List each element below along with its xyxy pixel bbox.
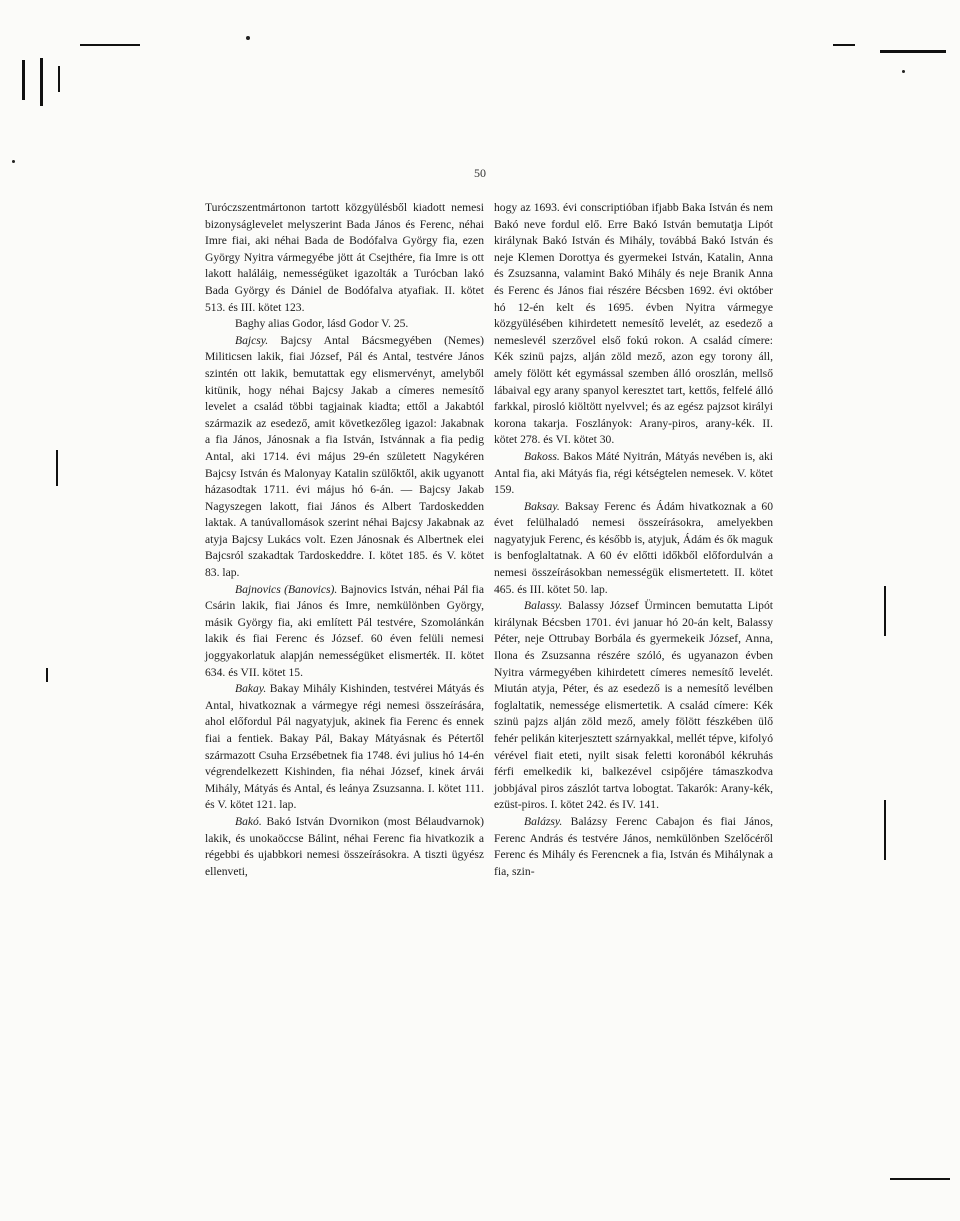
paragraph-text: Baghy alias Godor, lásd Godor V. 25. <box>235 317 409 331</box>
paragraph <box>494 814 773 880</box>
scan-smudge-top-right <box>880 50 946 53</box>
entry-term: Bakay. <box>235 682 267 696</box>
page-number: 50 <box>474 166 486 180</box>
paragraph <box>494 449 773 499</box>
paragraph <box>205 582 484 682</box>
entry-term: Bakoss. <box>524 449 560 463</box>
scan-speck <box>246 36 250 40</box>
paragraph-text: Bajnovics István, néhai Pál fia Csárin lakik, fiai János és Imre, nemkülönben György, másik György fia, aki említett Pál testvére, Szomolánkán lakik és fiai Ferenc és József. 60 éven felüli nemesi joggyakorlatuk alapján nemességüket elismerték. II. kötet 634. és VII. kötet 15. <box>205 582 485 679</box>
scan-smudge-right-margin <box>884 586 886 636</box>
scan-smudge-top-right <box>833 44 855 46</box>
scan-smudge-top-left <box>22 60 25 100</box>
scan-smudge-top-left <box>58 66 60 92</box>
scan-smudge-right-margin <box>884 800 886 860</box>
entry-term: Bakó. <box>235 814 262 828</box>
paragraph-text: hogy az 1693. évi conscriptióban ifjabb Baka István és nem Bakó neve fordul elő. Erre Bakó István bemutatja Lipót királynak Bakó István és Mihály, továbbá Bakó István és neje Klemen Dorottya és gyermekei István, Katalin, Anna és Zsuzsanna, valamint Bakó Mihály és neje Branik Anna és Ferenc és János fiai részére Bécsben 1692. évi október hó 12-én kelt és 1695. évben Nyitra vármegye közgyülésében kihirdetett nemesítő levelét, az esedező a nemeslevél szerzővel első fokú rokon. A család címere: Kék szinü pajzs, alján zöld mező, azon egy torony áll, amely fölött két egymással szemben álló oroszlán, mellső lábaival egy arany spanyol keresztet tart, kettős, felfelé álló farkkal, pirosló kiöltött nyelvvel; és az egész pajzsot királyi korona takarja. Foszlányok: Arany-piros, arany-kék. II. kötet 278. és VI. kötet 30. <box>494 201 773 447</box>
paragraph-text: Balázsy Ferenc Cabajon és fiai János, Ferenc András és testvére János, nemkülönben Szelőcéről Ferenc és Mihály és Ferencnek a fia, István és Mihálynak a fia, szin- <box>494 814 773 878</box>
left-column <box>205 200 484 880</box>
paragraph-text: Bakay Mihály Kishinden, testvérei Mátyás és Antal, hivatkoznak a vármegye régi nemesi összeírására, ahol előfordul Pál nagyatyjuk, akinek fia Ferenc és ennek fiai a fentiek. Bakay Pál, Bakay Mátyásnak és Pétertől származott Csuha Erzsébetnek fia 1748. évi julius hó 14-én végrendelkezett Kishinden, fia néhai József, kinek árvái Mihály, Mátyás és Antal, és leánya Zsuzsanna. I. kötet 111. és V. kötet 121. lap. <box>205 682 484 812</box>
scan-smudge-left-margin <box>46 668 48 682</box>
paragraph <box>494 499 773 599</box>
right-column <box>494 200 773 880</box>
paragraph <box>494 200 773 449</box>
scan-speck <box>902 70 905 73</box>
paragraph-text: Bakó István Dvornikon (most Bélaudvarnok) lakik, és unokaöccse Bálint, néhai Ferenc fia hivatkozik a régebbi és ujabbkori nemesi összeírásokra. A tiszti ügyész ellenveti, <box>205 814 484 878</box>
paragraph <box>205 316 484 333</box>
entry-term: Bajnovics (Banovics). <box>235 582 338 596</box>
paragraph-text: Baksay Ferenc és Ádám hivatkoznak a 60 évet felülhaladó nemesi összeírásokra, amelyekben nagyatyjuk Ferenc, és később is, atyjuk, Ádám és ők maguk is benfoglaltatnak. A 60 év előtti időkből előfordulván a nemesi összeírásokban nemességük elismertetett. II. kötet 465. és III. kötet 50. lap. <box>494 499 773 596</box>
entry-term: Baksay. <box>524 499 560 513</box>
scan-speck <box>12 160 15 163</box>
paragraph <box>205 681 484 814</box>
entry-term: Balázsy. <box>524 814 563 828</box>
scan-smudge-bottom-right <box>890 1178 950 1180</box>
paragraph <box>205 814 484 880</box>
paragraph-text: Bajcsy Antal Bácsmegyében (Nemes) Militicsen lakik, fiai József, Pál és Antal, testvére János szintén ott lakik, bemutattak egy elismervényt, amelyből kitünik, hogy néhai Bajcsy Jakab a címeres nemesítő levelet a család többi tagjainak kiadta; ettől a Jakabtól származik az esedező, amit következőleg igazol: Jakabnak a fia János, Jánosnak a fia István, Istvánnak a fia pedig Antal, aki 1714. évi május 29-én született Nagykéren Bajcsy István és Malonyay Katalin szülőktől, akik ugyanott házasodtak 1711. évi május hó 6-án. — Bajcsy Jakab Nagyszegen lakott, fiai János és Albert Tardoskedden laktak. A tanúvallomások szerint néhai Bajcsy Jakabnak az atyja Bajcsy Lukács volt. Ezen Jánosnak és Albertnek elei Bajcsról szakadtak Tardoskeddre. I. kötet 185. és V. kötet 83. lap. <box>205 333 484 580</box>
scan-smudge-top-left <box>40 58 43 106</box>
paragraph-text: Balassy József Ürmincen bemutatta Lipót királynak Bécsben 1701. évi januar hó 20-án kelt, Balassy Péter, neje Ottrubay Borbála és gyermekeik József, Anna, Ilona és Zsuzsanna részére szóló, és ugyanazon évben Nyitra vármegyében kihirdetett címeres nemesítő levelét. Miután atyja, Péter, és az esedező is a nemesítő levélben foglaltatik, nemessége elismertetik. A család címere: Kék szinü pajzs alján zöld mező, amely fölött fészkében ülő fehér pelikán kiterjesztett szárnyakkal, mellét tépve, kifolyó vérével fiait eteti, nyilt sisak feletti koronából kékruhás férfi emelkedik ki, balkezével csipőjére támaszkodva jobbjával piros zászlót tartva lobogtat. Takarók: Arany-kék, ezüst-piros. I. kötet 242. és IV. 141. <box>494 599 773 812</box>
scan-smudge-top-left <box>80 44 140 46</box>
paragraph-text: Turóczszentmártonon tartott közgyülésből kiadott nemesi bizonyságlevelet melyszerint Bada János és Ferenc, néhai Imre fiai, aki néhai Bada de Bodófalva György fia, ezen György Nyitra vármegyébe jött át Csejthére, fia Imre is ott lakott haláláig, nemességüket igazolták a Turócban lakó Bada György és Dániel de Bodófalva atyafiak. II. kötet 513. és III. kötet 123. <box>205 201 484 314</box>
entry-term: Balassy. <box>524 599 563 613</box>
scan-smudge-left-margin <box>56 450 58 486</box>
paragraph <box>494 598 773 814</box>
paragraph <box>205 333 484 582</box>
paragraph-text: Bakos Máté Nyitrán, Mátyás nevében is, aki Antal fia, aki Mátyás fia, régi kétségtelen nemesek. V. kötet 159. <box>494 449 773 497</box>
paragraph <box>205 200 484 316</box>
entry-term: Bajcsy. <box>235 333 269 347</box>
